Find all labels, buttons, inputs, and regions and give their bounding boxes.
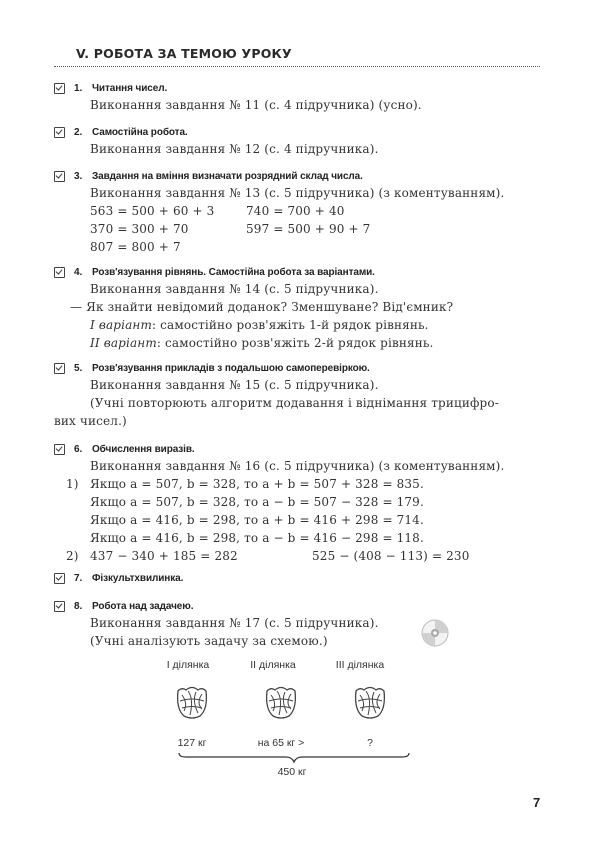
expression-line: Якщо a = 416, b = 298, то a + b = 416 + 298 = 714. <box>90 513 424 527</box>
expression-line <box>54 547 554 565</box>
step-text: Виконання завдання № 17 (с. 5 підручника). <box>90 616 379 630</box>
expression-line: Якщо a = 416, b = 298, то a − b = 416 − 298 = 118. <box>90 531 424 545</box>
step-text: Виконання завдання № 16 (с. 5 підручника) (з коментуванням). <box>90 459 505 473</box>
checkbox-icon <box>54 83 65 94</box>
step-number: 2. <box>74 126 83 138</box>
cd-disc-icon <box>420 618 450 648</box>
step-title: Читання чисел. <box>92 82 168 94</box>
checkbox-icon <box>54 573 65 584</box>
part-label: 1) <box>66 477 79 491</box>
part-label: 2) <box>66 549 79 563</box>
lesson-step-3 <box>54 168 554 256</box>
plot-value: ? <box>367 737 373 749</box>
plot-label: І ділянка <box>166 659 210 671</box>
step-text: Виконання завдання № 11 (с. 4 підручника) (усно). <box>90 98 422 112</box>
basket-icon <box>350 681 390 721</box>
equation: 807 = 800 + 7 <box>90 240 181 254</box>
variant-text: : самостійно розв'яжіть 1-й рядок рівнянь. <box>152 318 429 332</box>
step-number: 5. <box>74 362 83 374</box>
checkbox-icon <box>54 267 65 278</box>
equation-row <box>54 220 554 238</box>
lesson-step-4 <box>54 264 554 352</box>
total-value: 450 кг <box>277 766 307 778</box>
checkbox-icon <box>54 171 65 182</box>
step-title: Розв'язування рівнянь. Самостійна робота за варіантами. <box>92 266 375 278</box>
step-title: Обчислення виразів. <box>92 443 195 455</box>
step-title: Фізкультхвилинка. <box>92 572 184 584</box>
equation-row <box>54 202 554 220</box>
step-title: Робота над задачею. <box>92 600 194 612</box>
lesson-step-6 <box>54 441 554 565</box>
equation: 597 = 500 + 90 + 7 <box>246 222 371 236</box>
step-note-continued: вих чисел.) <box>54 414 127 428</box>
plot-label: ІІІ ділянка <box>335 659 385 671</box>
page-number: 7 <box>533 795 541 810</box>
variant-line <box>54 316 554 334</box>
step-title: Самостійна робота. <box>92 126 188 138</box>
step-title: Завдання на вміння визначати розрядний склад числа. <box>92 170 363 182</box>
section-divider <box>54 66 540 67</box>
step-number: 7. <box>74 572 83 584</box>
expression-line: Якщо a = 507, b = 328, то a − b = 507 − 328 = 179. <box>90 495 424 509</box>
basket-icon <box>172 681 212 721</box>
step-number: 8. <box>74 600 83 612</box>
expression: 437 − 340 + 185 = 282 <box>90 549 238 563</box>
lesson-step-1 <box>54 80 554 114</box>
variant-line <box>54 334 554 352</box>
plot-value: на 65 кг > <box>257 737 305 749</box>
checkbox-icon <box>54 127 65 138</box>
basket-icon <box>261 681 301 721</box>
expression-line <box>54 475 554 493</box>
checkbox-icon <box>54 363 65 374</box>
variant-label: ІІ варіант <box>90 336 157 350</box>
problem-scheme <box>160 655 420 785</box>
step-number: 6. <box>74 443 83 455</box>
section-title: V. РОБОТА ЗА ТЕМОЮ УРОКУ <box>76 46 292 61</box>
plot-label: ІІ ділянка <box>250 659 296 671</box>
checkbox-icon <box>54 444 65 455</box>
expression: Якщо a = 507, b = 328, то a + b = 507 + 328 = 835. <box>90 477 424 491</box>
question-text: — Як знайти невідомий доданок? Зменшуване? Від'ємник? <box>70 300 454 314</box>
step-text: Виконання завдання № 15 (с. 5 підручника). <box>90 378 379 392</box>
step-text: Виконання завдання № 14 (с. 5 підручника). <box>90 282 379 296</box>
expression: 525 − (408 − 113) = 230 <box>312 549 470 563</box>
lesson-step-5 <box>54 360 554 430</box>
step-text: Виконання завдання № 12 (с. 4 підручника). <box>90 142 379 156</box>
equation-row <box>54 238 554 256</box>
step-number: 4. <box>74 266 83 278</box>
lesson-step-8 <box>54 598 554 650</box>
total-brace <box>178 751 410 765</box>
step-number: 1. <box>74 82 83 94</box>
equation: 370 = 300 + 70 <box>90 222 189 236</box>
step-title: Розв'язування прикладів з подальшою самоперевіркою. <box>92 362 370 374</box>
lesson-step-7 <box>54 570 554 586</box>
equation: 563 = 500 + 60 + 3 <box>90 204 215 218</box>
lesson-step-2 <box>54 124 554 158</box>
equation: 740 = 700 + 40 <box>246 204 345 218</box>
step-number: 3. <box>74 170 83 182</box>
step-note: (Учні аналізують задачу за схемою.) <box>90 634 328 648</box>
plot-value: 127 кг <box>177 737 207 749</box>
variant-label: І варіант <box>90 318 153 332</box>
variant-text: : самостійно розв'яжіть 2-й рядок рівнянь. <box>156 336 434 350</box>
step-note: (Учні повторюють алгоритм додавання і віднімання трицифро- <box>90 396 499 410</box>
step-text: Виконання завдання № 13 (с. 5 підручника) (з коментуванням). <box>90 186 505 200</box>
checkbox-icon <box>54 601 65 612</box>
